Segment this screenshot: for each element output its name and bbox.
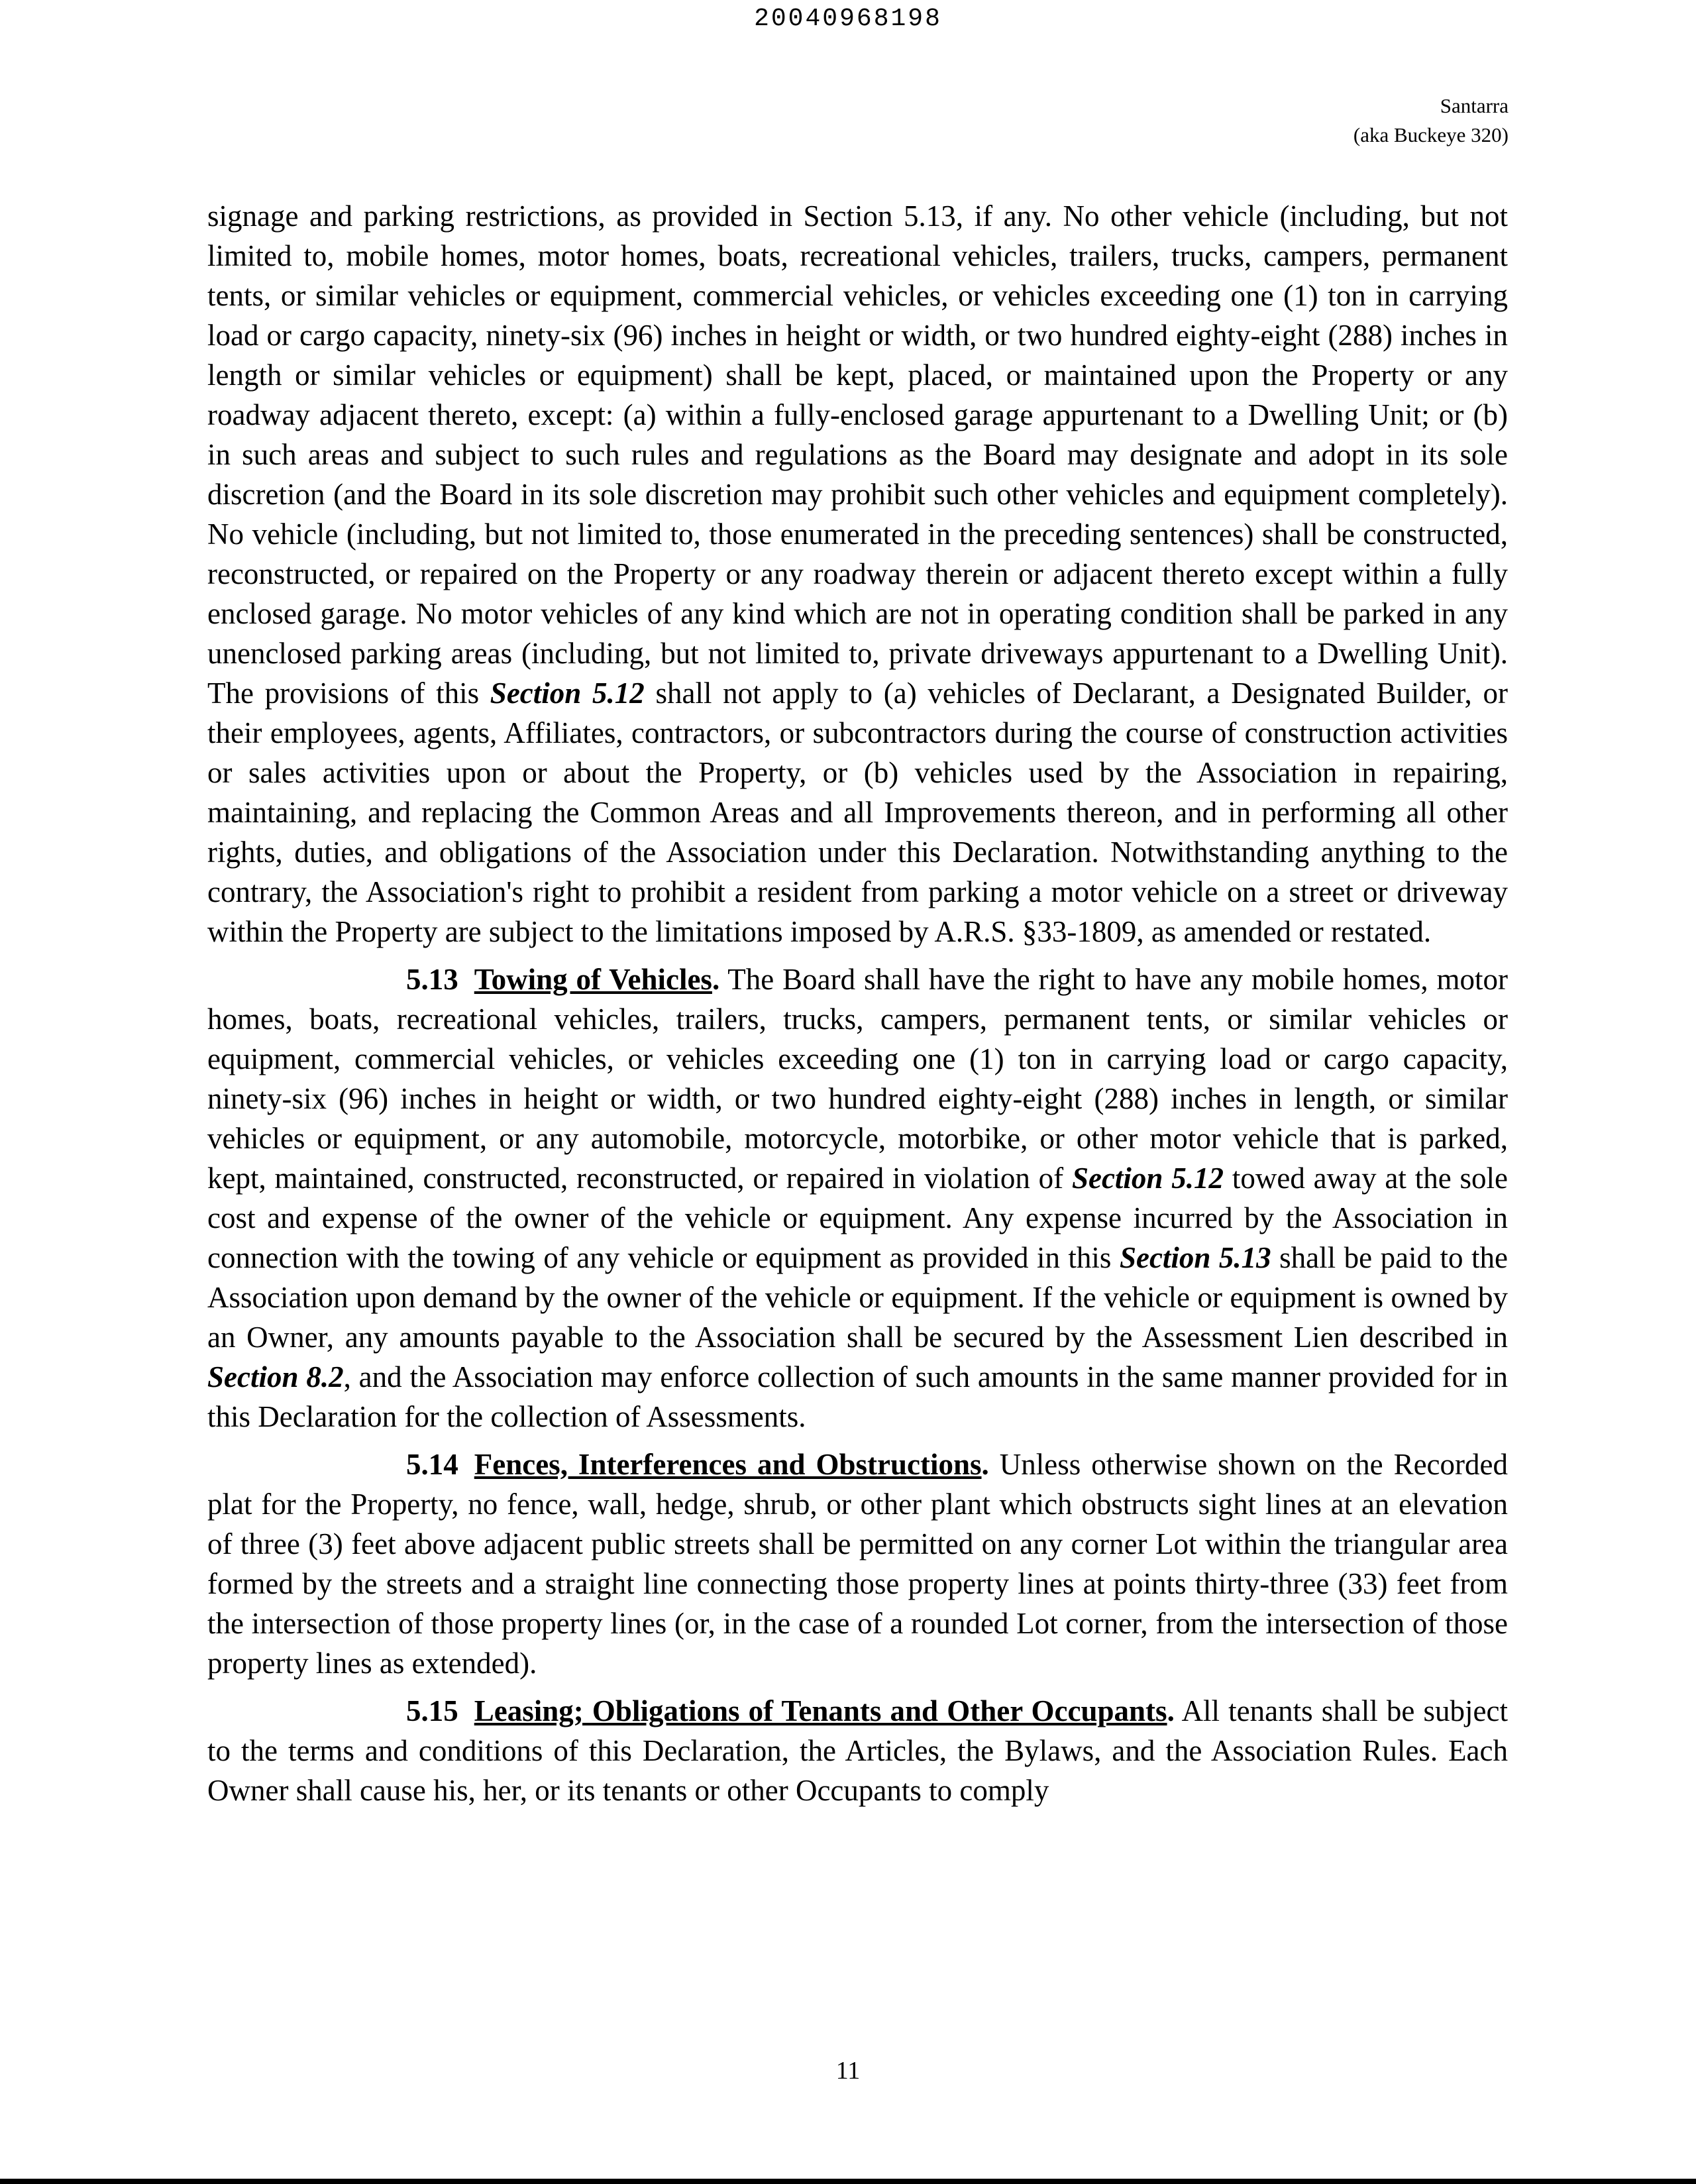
section-reference: Section 8.2 xyxy=(207,1360,344,1393)
section-5-15 xyxy=(207,1691,1508,1810)
section-title-period: . xyxy=(712,963,720,996)
section-text: The Board shall have the right to have any mobile homes, motor homes, boats, recreational vehicles, trailers, trucks, campers, permanent tents, or similar vehicles or equipment, commercial vehicles, or vehicles exceeding one (1) ton in carrying load or cargo capacity, ninety-six (96) inches in height or width, or two hundred eighty-eight (288) inches in length, or similar vehicles or equipment, or any automobile, motorcycle, motorbike, or other motor vehicle that is parked, kept, maintained, constructed, reconstructed, or repaired in violation of xyxy=(207,963,1509,1195)
section-text: shall be paid to the Association upon demand by the owner of the vehicle or equipment. If the vehicle or equipment is owned by an Owner, any amounts payable to the Association shall be secured by the Assessment Lien described in xyxy=(207,1241,1508,1354)
section-number: 5.15 xyxy=(406,1694,458,1727)
section-number: 5.13 xyxy=(406,963,458,996)
section-reference: Section 5.13 xyxy=(1119,1241,1271,1274)
section-5-13 xyxy=(207,959,1508,1437)
running-header xyxy=(1353,91,1509,150)
section-number: 5.14 xyxy=(406,1448,458,1481)
section-5-14 xyxy=(207,1445,1508,1683)
page-number: 11 xyxy=(835,2057,861,2085)
section-title-period: . xyxy=(981,1448,989,1481)
paragraph-continued xyxy=(207,196,1508,952)
section-reference: Section 5.12 xyxy=(1071,1162,1224,1195)
section-text: All tenants shall be subject to the terms and conditions of this Declaration, the Articles, the Bylaws, and the Association Rules. Each Owner shall cause his, her, or its tenants or other Occupants to comply xyxy=(207,1694,1508,1807)
scan-bottom-border xyxy=(0,2179,1696,2184)
header-line-project: Santarra xyxy=(1440,94,1509,117)
section-text: towed away at the sole cost and expense of the owner of the vehicle or equipment. Any expense incurred by the Association in connection with the towing of any vehicle or equipment as provided in this xyxy=(207,1162,1508,1274)
paragraph-text: shall not apply to (a) vehicles of Declarant, a Designated Builder, or their employees, agents, Affiliates, contractors, or subcontractors during the course of construction activities or sales activities upon or about the Property, or (b) vehicles used by the Association in repairing, maintaining, and replacing the Common Areas and all Improvements thereon, and in performing all other rights, duties, and obligations of the Association under this Declaration. Notwithstanding anything to the contrary, the Association's right to prohibit a resident from parking a motor vehicle on a street or driveway within the Property are subject to the limitations imposed by A.R.S. §33-1809, as amended or restated. xyxy=(207,677,1508,948)
document-body xyxy=(207,196,1508,1818)
section-text: , and the Association may enforce collection of such amounts in the same manner provided for in this Declaration for the collection of Assessments. xyxy=(207,1360,1508,1433)
document-number: 20040968198 xyxy=(754,5,942,33)
header-line-aka: (aka Buckeye 320) xyxy=(1353,123,1509,146)
section-title: Leasing; Obligations of Tenants and Other Occupants xyxy=(474,1694,1167,1727)
section-title-period: . xyxy=(1167,1694,1175,1727)
paragraph-text: signage and parking restrictions, as provided in Section 5.13, if any. No other vehicle (including, but not limited to, mobile homes, motor homes, boats, recreational vehicles, trailers, trucks, campers, permanent tents, or similar vehicles or equipment, commercial vehicles, or vehicles exceeding one (1) ton in carrying load or cargo capacity, ninety-six (96) inches in height or width, or two hundred eighty-eight (288) inches in length or similar vehicles or equipment) shall be kept, placed, or maintained upon the Property or any roadway adjacent thereto, except: (a) within a fully-enclosed garage appurtenant to a Dwelling Unit; or (b) in such areas and subject to such rules and regulations as the Board may designate and adopt in its sole discretion (and the Board in its sole discretion may prohibit such other vehicles and equipment completely). No vehicle (including, but not limited to, those enumerated in the preceding sentences) shall be constructed, reconstructed, or repaired on the Property or any roadway therein or adjacent thereto except within a fully enclosed garage. No motor vehicles of any kind which are not in operating condition shall be parked in any unenclosed parking areas (including, but not limited to, private driveways appurtenant to a Dwelling Unit). The provisions of this xyxy=(207,199,1508,710)
section-title: Towing of Vehicles xyxy=(474,963,712,996)
section-reference: Section 5.12 xyxy=(490,677,645,710)
section-text: Unless otherwise shown on the Recorded plat for the Property, no fence, wall, hedge, shrub, or other plant which obstructs sight lines at an elevation of three (3) feet above adjacent public streets shall be permitted on any corner Lot within the triangular area formed by the streets and a straight line connecting those property lines at points thirty-three (33) feet from the intersection of those property lines (or, in the case of a rounded Lot corner, from the intersection of those property lines as extended). xyxy=(207,1448,1508,1680)
section-title: Fences, Interferences and Obstructions xyxy=(474,1448,982,1481)
